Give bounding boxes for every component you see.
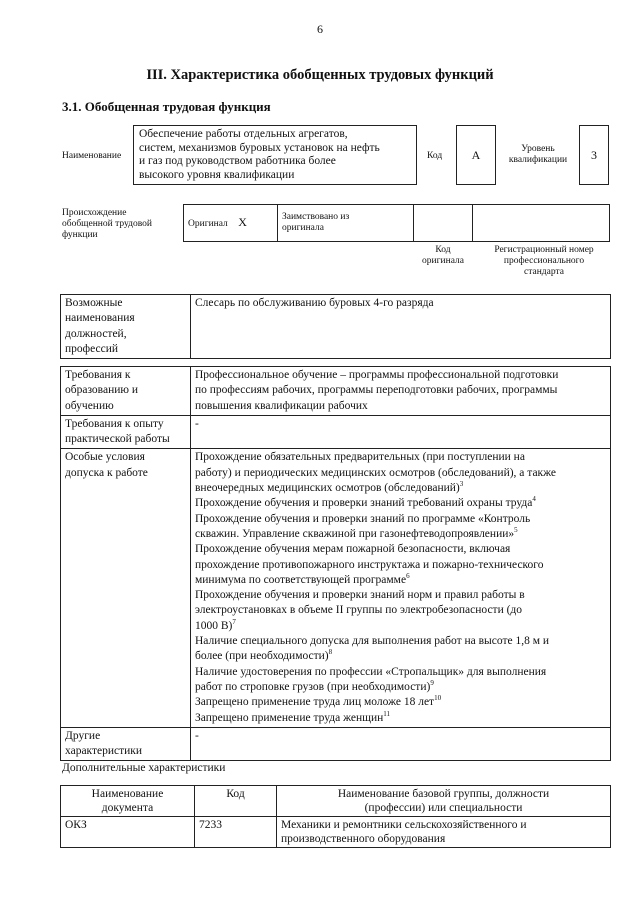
page-number: 6 bbox=[317, 22, 323, 36]
table-row bbox=[61, 817, 611, 848]
label-line: обучению bbox=[65, 399, 114, 412]
additional-table bbox=[60, 785, 611, 848]
admission-line bbox=[195, 695, 606, 710]
admission-text: Запрещено применение труда лиц моложе 18 лет bbox=[195, 696, 435, 709]
footnote-ref: 9 bbox=[430, 679, 434, 688]
origin-label-line: Происхождение bbox=[62, 208, 127, 218]
function-name-line: Обеспечение работы отдельных агрегатов, bbox=[139, 128, 348, 140]
group-name-cell bbox=[277, 817, 611, 848]
other-value: - bbox=[191, 727, 611, 761]
function-name-line: систем, механизмов буровых установок на нефть bbox=[139, 141, 380, 154]
borrowed-label-line: оригинала bbox=[282, 223, 324, 233]
footnote-ref: 8 bbox=[328, 648, 333, 657]
admission-line bbox=[195, 496, 606, 511]
document-cell: ОКЗ bbox=[61, 817, 195, 848]
label-line: Требования к bbox=[65, 369, 131, 381]
original-label: Оригинал bbox=[188, 218, 228, 229]
value-line: повышения квалификации рабочих bbox=[195, 399, 368, 412]
value-line: Механики и ремонтники сельскохозяйственного и bbox=[281, 819, 527, 831]
education-label bbox=[61, 367, 191, 416]
label-line: наименования bbox=[65, 312, 135, 325]
registration-number-caption bbox=[474, 245, 614, 278]
admission-line: Прохождение обязательных предварительных (при поступлении на bbox=[195, 451, 525, 464]
other-row bbox=[61, 727, 611, 761]
experience-label bbox=[61, 415, 191, 449]
level-label-line: Уровень bbox=[521, 144, 555, 154]
admission-text: Запрещено применение труда женщин bbox=[195, 711, 384, 724]
admission-row bbox=[61, 449, 611, 727]
admission-line bbox=[195, 619, 606, 634]
caption-line: Код bbox=[435, 245, 451, 255]
level-label bbox=[500, 144, 576, 166]
experience-value: - bbox=[191, 415, 611, 449]
level-value: 3 bbox=[579, 125, 609, 185]
admission-text: внеочередных медицинских осмотров (обследований) bbox=[195, 482, 460, 495]
caption-line: стандарта bbox=[524, 267, 564, 277]
original-mark: X bbox=[238, 214, 247, 229]
header-line: документа bbox=[101, 802, 154, 814]
footnote-ref: 3 bbox=[459, 480, 464, 489]
footnote-ref: 5 bbox=[514, 526, 518, 535]
level-label-line: квалификации bbox=[508, 155, 568, 165]
education-row bbox=[61, 367, 611, 416]
label-line: Особые условия bbox=[65, 451, 145, 464]
origin-table bbox=[183, 204, 610, 242]
original-code-caption bbox=[412, 245, 474, 267]
education-value bbox=[191, 367, 611, 416]
admission-line: Прохождение обучения и проверки знаний норм и правил работы в bbox=[195, 589, 525, 602]
generalized-function-title: 3.1. Обобщенная трудовая функция bbox=[62, 99, 271, 114]
admission-line bbox=[195, 711, 606, 726]
borrowed-cell bbox=[278, 205, 414, 242]
header-group-name bbox=[277, 786, 611, 817]
origin-label bbox=[62, 208, 152, 241]
code-label: Код bbox=[427, 151, 443, 161]
footnote-ref: 10 bbox=[434, 694, 442, 703]
registration-number-cell bbox=[473, 205, 610, 242]
header-code: Код bbox=[195, 786, 277, 817]
admission-text: Прохождение обучения и проверки знаний требований охраны труда bbox=[195, 497, 533, 510]
origin-label-line: обобщенной трудовой bbox=[62, 219, 152, 229]
function-name-box bbox=[133, 125, 417, 185]
header-document bbox=[61, 786, 195, 817]
footnote-ref: 11 bbox=[383, 709, 391, 718]
admission-line bbox=[195, 649, 606, 664]
caption-line: Регистрационный номер bbox=[494, 245, 594, 255]
origin-label-line: функции bbox=[62, 230, 98, 240]
admission-text: более (при необходимости) bbox=[195, 650, 329, 663]
label-line: практической работы bbox=[65, 433, 170, 446]
footnote-ref: 6 bbox=[406, 572, 410, 581]
original-code-cell bbox=[414, 205, 473, 242]
value-line: по профессиям рабочих, программы переподготовки рабочих, программы bbox=[195, 384, 558, 397]
value-line: Профессиональное обучение – программы профессиональной подготовки bbox=[195, 369, 559, 381]
function-name-line: и газ под руководством работника более bbox=[139, 155, 336, 167]
admission-line bbox=[195, 481, 606, 496]
requirements-table bbox=[60, 366, 611, 761]
section-title: III. Характеристика обобщенных трудовых функций bbox=[146, 67, 494, 83]
admission-line: Прохождение обучения и проверки знаний по программе «Контроль bbox=[195, 512, 531, 525]
admission-text: работ по строповке грузов (при необходимости) bbox=[195, 680, 431, 693]
label-line: должностей, bbox=[65, 327, 127, 340]
label-line: характеристики bbox=[65, 745, 143, 758]
experience-row bbox=[61, 415, 611, 449]
value-line: производственного оборудования bbox=[281, 833, 446, 845]
name-label: Наименование bbox=[62, 151, 122, 161]
header-line: Наименование bbox=[91, 788, 164, 800]
admission-line bbox=[195, 573, 606, 588]
positions-table bbox=[60, 294, 611, 359]
code-value: А bbox=[456, 125, 496, 185]
additional-characteristics-title: Дополнительные характеристики bbox=[62, 762, 226, 774]
admission-label bbox=[61, 449, 191, 727]
positions-label bbox=[61, 295, 191, 359]
admission-line: Наличие специального допуска для выполнения работ на высоте 1,8 м и bbox=[195, 635, 550, 648]
admission-text: 1000 В) bbox=[195, 619, 233, 632]
additional-header-row bbox=[61, 786, 611, 817]
admission-line bbox=[195, 680, 606, 695]
borrowed-label-line: Заимствовано из bbox=[282, 212, 350, 222]
header-line: Наименование базовой группы, должности bbox=[337, 788, 550, 800]
footnote-ref: 4 bbox=[532, 495, 536, 504]
admission-text: скважин. Управление скважиной при газонефтеводопроявлении» bbox=[195, 527, 515, 540]
admission-line bbox=[195, 527, 606, 542]
label-line: профессий bbox=[65, 342, 119, 355]
admission-text: минимума по соответствующей программе bbox=[195, 573, 407, 586]
original-cell bbox=[184, 205, 278, 242]
label-line: Другие bbox=[65, 729, 101, 742]
code-cell: 7233 bbox=[195, 817, 277, 848]
admission-line: прохождение противопожарного инструктажа и пожарно-технического bbox=[195, 558, 544, 571]
function-name-line: высокого уровня квалификации bbox=[139, 168, 295, 181]
label-line: образованию и bbox=[65, 384, 138, 397]
caption-line: оригинала bbox=[422, 256, 464, 266]
admission-line: Наличие удостоверения по профессии «Стропальщик» для выполнения bbox=[195, 665, 547, 678]
admission-line: работу) и периодических медицинских осмотров (обследований), а также bbox=[195, 466, 557, 479]
admission-line: Прохождение обучения мерам пожарной безопасности, включая bbox=[195, 543, 511, 556]
footnote-ref: 7 bbox=[232, 617, 236, 626]
other-label bbox=[61, 727, 191, 761]
label-line: допуска к работе bbox=[65, 466, 148, 479]
label-line: Требования к опыту bbox=[65, 417, 164, 430]
admission-value bbox=[191, 449, 611, 727]
header-line: (профессии) или специальности bbox=[364, 802, 523, 814]
positions-value: Слесарь по обслуживанию буровых 4-го разряда bbox=[191, 295, 611, 359]
caption-line: профессионального bbox=[503, 256, 585, 266]
admission-line: электроустановках в объеме II группы по электробезопасности (до bbox=[195, 604, 523, 617]
label-line: Возможные bbox=[65, 297, 123, 309]
